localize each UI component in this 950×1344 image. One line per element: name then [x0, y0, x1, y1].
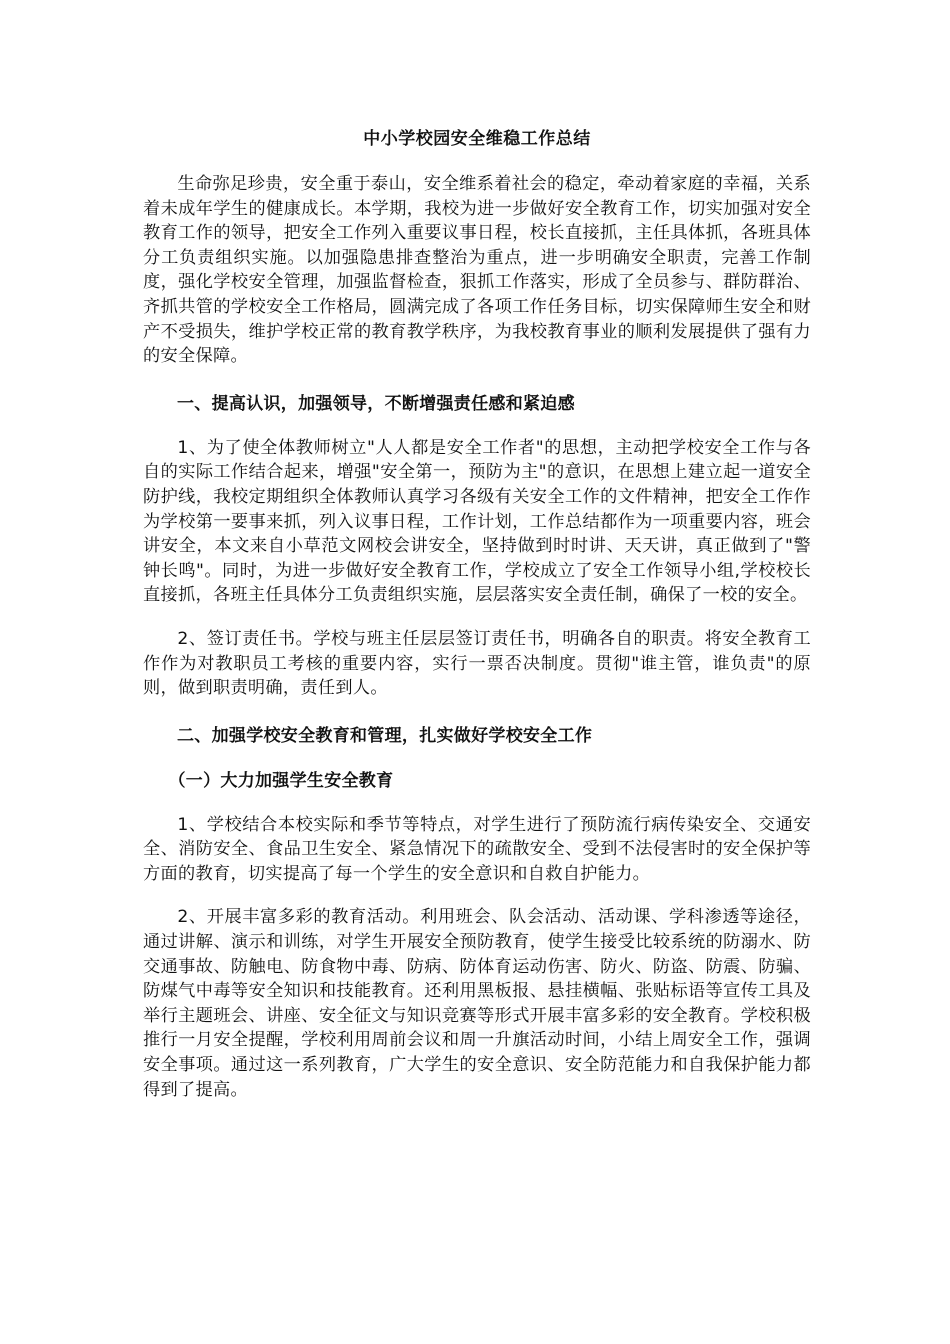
section-2-heading: 二、加强学校安全教育和管理，扎实做好学校安全工作 [177, 725, 593, 746]
document-body [143, 126, 811, 1102]
section-1-heading: 一、提高认识，加强领导，不断增强责任感和紧迫感 [177, 393, 575, 414]
subsection-1-paragraph-1: 1、学校结合本校实际和季节等特点，对学生进行了预防流行病传染安全、交通安全、消防安全、食品卫生安全、紧急情况下的疏散安全、受到不法侵害时的安全保护等方面的教育，切实提高了每一个学生的安全意识和自救自护能力。 [143, 814, 811, 884]
intro-paragraph: 生命弥足珍贵，安全重于泰山，安全维系着社会的稳定，牵动着家庭的幸福，关系着未成年学生的健康成长。本学期，我校为进一步做好安全教育工作，切实加强对安全教育工作的领导，把安全工作列入重要议事日程，校长直接抓，主任具体抓，各班具体分工负责组织实施。以加强隐患排查整治为重点，进一步明确安全职责，完善工作制度，强化学校安全管理，加强监督检查，狠抓工作落实，形成了全员参与、群防群治、齐抓共管的学校安全工作格局，圆满完成了各项工作任务目标，切实保障师生安全和财产不受损失，维护学校正常的教育教学秩序，为我校教育事业的顺利发展提供了强有力的安全保障。 [143, 174, 811, 367]
section-1-paragraph-1: 1、为了使全体教师树立"人人都是安全工作者"的思想，主动把学校安全工作与各自的实际工作结合起来，增强"安全第一，预防为主"的意识，在思想上建立起一道安全防护线，我校定期组织全体教师认真学习各级有关安全工作的文件精神，把安全工作作为学校第一要事来抓，列入议事日程，工作计划，工作总结都作为一项重要内容，班会讲安全，本文来自小草范文网校会讲安全，坚持做到时时讲、天天讲，真正做到了"警钟长鸣"。同时，为进一步做好安全教育工作，学校成立了安全工作领导小组,学校校长直接抓，各班主任具体分工负责组织实施，层层落实安全责任制，确保了一校的安全。 [143, 437, 811, 606]
subsection-1-heading: （一）大力加强学生安全教育 [168, 770, 394, 791]
section-1-paragraph-2: 2、签订责任书。学校与班主任层层签订责任书，明确各自的职责。将安全教育工作作为对教职员工考核的重要内容，实行一票否决制度。贯彻"谁主管，谁负责"的原则，做到职责明确，责任到人。 [143, 628, 811, 699]
document-title: 中小学校园安全维稳工作总结 [363, 129, 591, 149]
subsection-1-paragraph-2: 2、开展丰富多彩的教育活动。利用班会、队会活动、活动课、学科渗透等途径，通过讲解、演示和训练，对学生开展安全预防教育，使学生接受比较系统的防溺水、防交通事故、防触电、防食物中毒、防病、防体育运动伤害、防火、防盗、防震、防骗、防煤气中毒等安全知识和技能教育。还利用黑板报、悬挂横幅、张贴标语等宣传工具及举行主题班会、讲座、安全征文与知识竞赛等形式开展丰富多彩的安全教育。学校积极推行一月安全提醒，学校利用周前会议和周一升旗活动时间，小结上周安全工作，强调安全事项。通过这一系列教育，广大学生的安全意识、安全防范能力和自我保护能力都得到了提高。 [143, 907, 811, 1100]
